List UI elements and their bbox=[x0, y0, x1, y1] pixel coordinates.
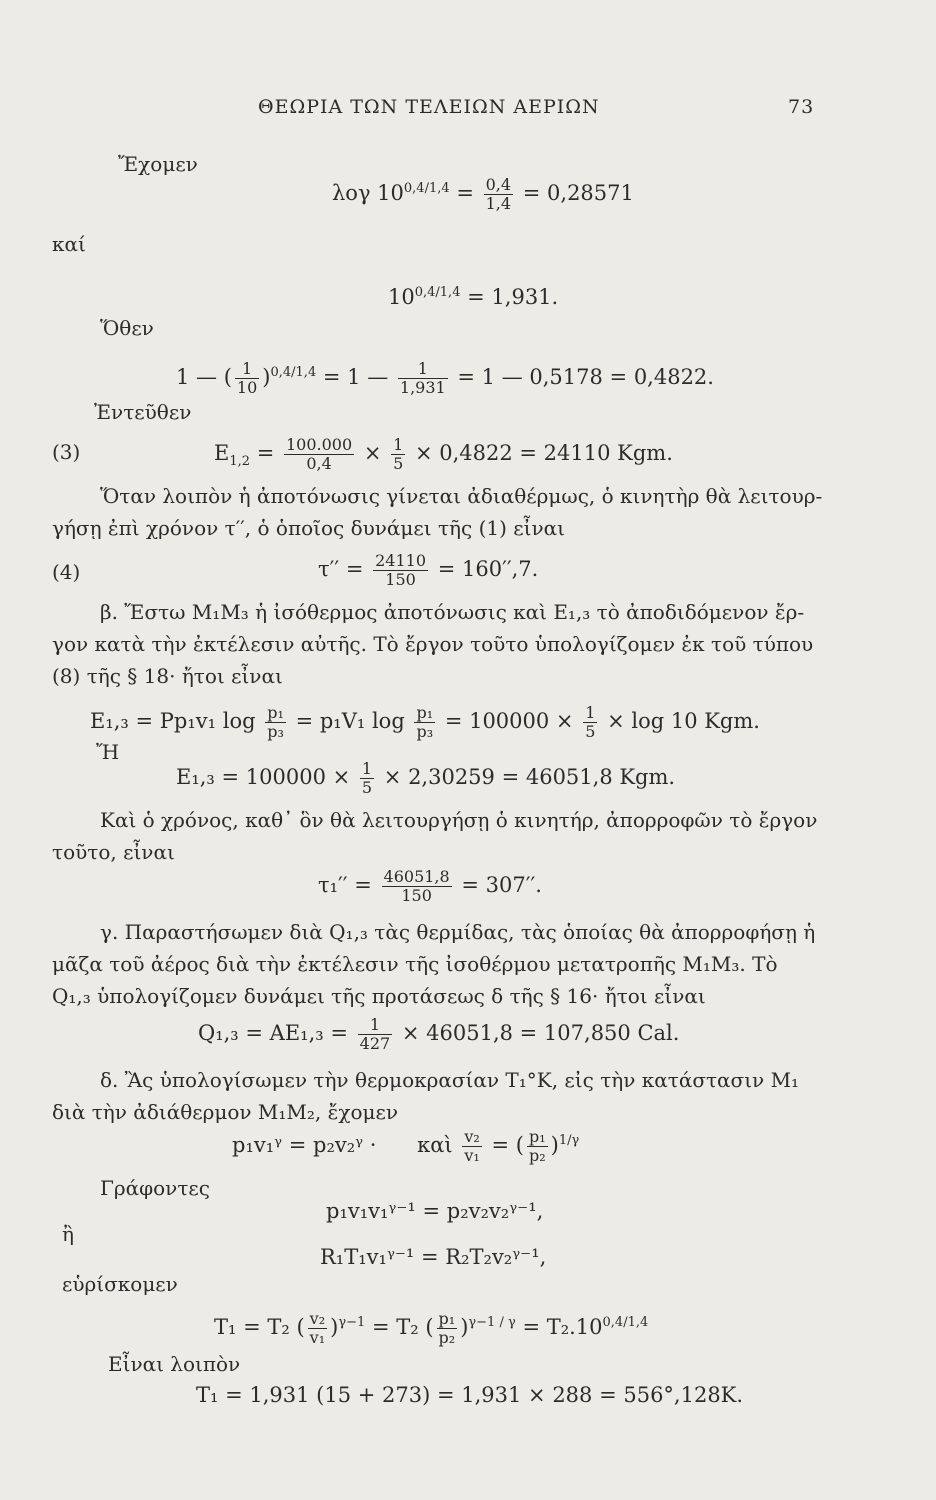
paragraph-1-line-2: γήσῃ ἐπὶ χρόνον τ′′, ὁ ὁποῖος δυνάμει τῆς (1) εἶναι bbox=[52, 516, 565, 540]
fraction: $\frac{\text{v₂}}{\text{v₁}}$ bbox=[309, 1309, 326, 1347]
paragraph-1-line-1: Ὅταν λοιπὸν ἡ ἀποτόνωσις γίνεται ἀδιαθέρμως, ὁ κινητὴρ θὰ λειτουρ- bbox=[100, 484, 823, 508]
fraction: $\frac{46051,8}{150}$ bbox=[383, 867, 450, 905]
fraction: $\frac{0,4}{1,4}$ bbox=[485, 175, 512, 213]
equation-expression: 1 — ( $\frac{1}{10}$ )$^{0,4/1,4}$ = 1 — $\frac{1}{1,931}$ = 1 — 0,5178 = 0,4822. bbox=[176, 359, 714, 397]
equation-number-3: (3) bbox=[52, 440, 81, 464]
fraction: $\frac{\text{p₁}}{\text{p₃}}$ bbox=[416, 703, 434, 741]
fraction: $\frac{1}{1,931}$ bbox=[399, 359, 446, 397]
paragraph-3-line-2: τοῦτο, εἶναι bbox=[52, 840, 175, 864]
equation-number-4: (4) bbox=[52, 560, 81, 584]
equation-pv: p₁v₁ᵞ = p₂v₂ᵞ · καὶ $\frac{\text{v₂}}{\text{v₁}}$ = ( $\frac{\text{p₁}}{\text{p₂}}$ )$^{1/\gamma}$ bbox=[232, 1127, 580, 1165]
fraction: $\frac{1}{5}$ bbox=[585, 703, 596, 741]
equation-3: $E_{1,2}$ = $\frac{100.000}{0,4}$ × $\frac{1}{5}$ × 0,4822 = 24110 Kgm. bbox=[214, 435, 673, 473]
equation-4: τ′′ = $\frac{24110}{150}$ = 160′′,7. bbox=[318, 551, 539, 589]
paragraph-4-line-1: γ. Παραστήσωμεν διὰ Q₁,₃ τὰς θερμίδας, τὰς ὁποίας θὰ ἀπορροφήσῃ ἡ bbox=[100, 920, 816, 944]
text-grafontes: Γράφοντες bbox=[100, 1176, 210, 1200]
paragraph-4-line-3: Q₁,₃ ὑπολογίζομεν δυνάμει τῆς προτάσεως δ τῆς § 16· ἤτοι εἶναι bbox=[52, 984, 706, 1008]
paragraph-5-line-1: δ. Ἂς ὑπολογίσωμεν τὴν θερμοκρασίαν T₁°K, εἰς τὴν κατάστασιν M₁ bbox=[100, 1068, 800, 1092]
text-enteuthen: Ἐντεῦθεν bbox=[94, 400, 192, 424]
show-through-text bbox=[796, 150, 936, 1050]
text-kai: καί bbox=[52, 232, 86, 256]
paragraph-2-line-1: β. Ἔστω M₁M₃ ἡ ἰσόθερμος ἀποτόνωσις καὶ E₁,₃ τὸ ἀποδιδόμενον ἔρ- bbox=[100, 600, 805, 624]
paragraph-4-line-2: μᾶζα τοῦ ἀέρος διὰ τὴν ἐκτέλεσιν τῆς ἰσοθέρμου μετατροπῆς M₁M₃. Τὸ bbox=[52, 952, 778, 976]
equation-t1: τ₁′′ = $\frac{46051,8}{150}$ = 307′′. bbox=[318, 867, 542, 905]
fraction: $\frac{\text{p₁}}{\text{p₃}}$ bbox=[267, 703, 284, 741]
fraction: $\frac{1}{10}$ bbox=[236, 359, 258, 397]
paragraph-5-line-2: διὰ τὴν ἀδιάθερμον M₁M₂, ἔχομεν bbox=[52, 1100, 399, 1124]
equation-pvv: p₁v₁v₁ᵞ⁻¹ = p₂v₂v₂ᵞ⁻¹, bbox=[326, 1199, 544, 1223]
equation-final: T₁ = 1,931 (15 + 273) = 1,931 × 288 = 556°,128K. bbox=[196, 1383, 744, 1407]
equation-RTv: R₁T₁v₁ᵞ⁻¹ = R₂T₂v₂ᵞ⁻¹, bbox=[320, 1245, 547, 1269]
page-number: 73 bbox=[788, 96, 815, 118]
running-header: ΘΕΩΡΙΑ ΤΩΝ ΤΕΛΕΙΩΝ ΑΕΡΙΩΝ bbox=[258, 96, 600, 118]
fraction: $\frac{1}{5}$ bbox=[393, 435, 404, 473]
fraction: $\frac{\text{p₁}}{\text{p₂}}$ bbox=[528, 1127, 546, 1165]
fraction: $\frac{1}{5}$ bbox=[361, 759, 373, 797]
fraction: $\frac{100.000}{0,4}$ bbox=[285, 435, 353, 473]
fraction: $\frac{\text{v₂}}{\text{v₁}}$ bbox=[464, 1127, 480, 1165]
fraction: $\frac{1}{427}$ bbox=[359, 1015, 391, 1053]
fraction: $\frac{\text{p₁}}{\text{p₂}}$ bbox=[438, 1309, 456, 1347]
equation-log: λογ $10^{0,4/1,4}$ = $\frac{0,4}{1,4}$ = 0,28571 bbox=[332, 175, 634, 213]
equation-Q13: Q₁,₃ = AE₁,₃ = $\frac{1}{427}$ × 46051,8 = 107,850 Cal. bbox=[198, 1015, 680, 1053]
paragraph-3-line-1: Καὶ ὁ χρόνος, καθ᾽ ὃν θὰ λειτουργήσῃ ὁ κινητήρ, ἀπορροφῶν τὸ ἔργον bbox=[100, 808, 818, 832]
equation-T1: T₁ = T₂ ( $\frac{\text{v₂}}{\text{v₁}}$ )$^{\gamma-1}$ = T₂ ( $\frac{\text{p₁}}{\text{p₂}}$ )$^{\gamma-1 / \gamma} = T_2.10^{0,4/1,4}$ bbox=[214, 1309, 649, 1347]
equation-E13: E₁,₃ = Pp₁v₁ log $\frac{\text{p₁}}{\text{p₃}}$ = p₁V₁ log $\frac{\text{p₁}}{\text{p₃}}$ = 100000 × $\frac{1}{5}$ × log 10 Kgm. bbox=[90, 703, 760, 741]
paragraph-2-line-2: γον κατὰ τὴν ἐκτέλεσιν αὐτῆς. Τὸ ἔργον τοῦτο ὑπολογίζομεν ἐκ τοῦ τύπου bbox=[52, 632, 814, 656]
text-einai-loipon: Εἶναι λοιπὸν bbox=[108, 1352, 241, 1376]
equation-power: $10^{0,4/1,4} = 1,931$. bbox=[388, 285, 559, 309]
text-e: ἢ bbox=[62, 1222, 74, 1246]
text-euriskomen: εὑρίσκομεν bbox=[62, 1272, 178, 1296]
text-othen: Ὅθεν bbox=[100, 316, 154, 340]
text-echomen: Ἔχομεν bbox=[118, 152, 198, 176]
equation-E13-result: E₁,₃ = 100000 × $\frac{1}{5}$ × 2,30259 = 46051,8 Kgm. bbox=[176, 759, 676, 797]
fraction: $\frac{24110}{150}$ bbox=[375, 551, 427, 589]
text-eta: Ἤ bbox=[96, 740, 120, 764]
paragraph-2-line-3: (8) τῆς § 18· ἤτοι εἶναι bbox=[52, 664, 283, 688]
